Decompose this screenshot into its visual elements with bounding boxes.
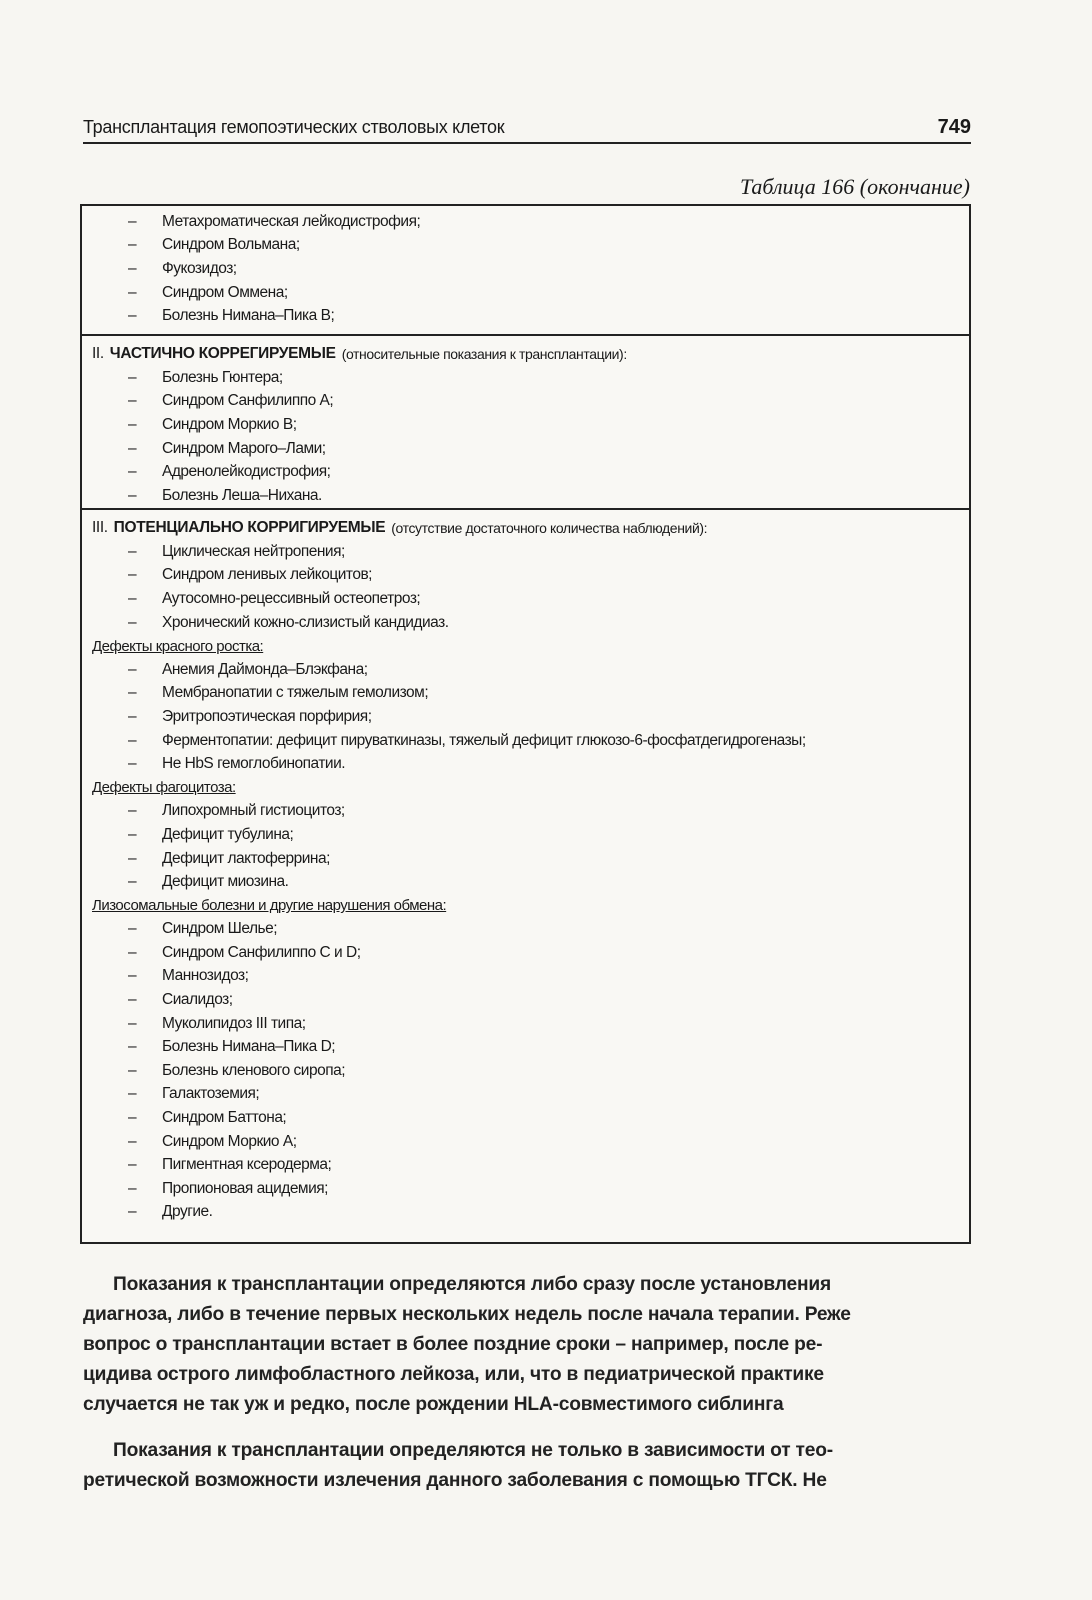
table-section-ii xyxy=(82,336,969,510)
section-title: ПОТЕНЦИАЛЬНО КОРРИГИРУЕМЫЕ xyxy=(113,519,386,536)
list-item-text: Синдром Моркио В; xyxy=(162,415,297,433)
indications-table xyxy=(80,204,971,1244)
list-item-text: Аутосомно-рецессивный остеопетроз; xyxy=(162,589,421,607)
list-item xyxy=(92,1083,969,1107)
list-item-text: Эритропоэтическая порфирия; xyxy=(162,707,372,725)
list-item-text: Сиалидоз; xyxy=(162,991,233,1009)
list-item xyxy=(92,281,969,305)
paragraph-line: ретической возможности излечения данного заболевания с помощью ТГСК. Не xyxy=(83,1470,827,1491)
list-dash: – xyxy=(127,1014,137,1032)
list-dash: – xyxy=(127,566,137,584)
table-section-iii xyxy=(82,510,969,1242)
list-dash: – xyxy=(127,542,137,560)
paragraph-line: вопрос о трансплантации встает в более поздние сроки – например, после ре- xyxy=(83,1334,823,1355)
list-dash: – xyxy=(127,283,137,301)
table-section-continued xyxy=(82,206,969,336)
list-item xyxy=(92,611,969,635)
list-item-text: Анемия Даймонда–Блэкфана; xyxy=(162,660,368,678)
list-dash: – xyxy=(127,236,137,254)
list-item-text: Муколипидоз III типа; xyxy=(162,1014,306,1032)
list-dash: – xyxy=(127,825,137,843)
list-item-text: Синдром Марого–Лами; xyxy=(162,439,326,457)
list-dash: – xyxy=(127,439,137,457)
list-item-text: Мембранопатии с тяжелым гемолизом; xyxy=(162,684,429,702)
list-dash: – xyxy=(127,415,137,433)
list-item xyxy=(92,988,969,1012)
list-item-text: Пигментная ксеродерма; xyxy=(162,1156,332,1174)
list-item xyxy=(92,941,969,965)
list-item-text: Синдром ленивых лейкоцитов; xyxy=(162,566,372,584)
paragraph-line: цидива острого лимфобластного лейкоза, или, что в педиатрической практике xyxy=(83,1364,824,1385)
list-dash: – xyxy=(127,991,137,1009)
list-dash: – xyxy=(127,1061,137,1079)
subgroup-title: Лизосомальные болезни и другие нарушения обмена: xyxy=(92,897,447,915)
list-item xyxy=(92,1059,969,1083)
list-item-text: Болезнь Леша–Нихана. xyxy=(162,486,322,504)
list-item-text: Дефицит миозина. xyxy=(162,873,289,891)
list-dash: – xyxy=(127,486,137,504)
list-item xyxy=(92,366,969,390)
list-item xyxy=(92,484,969,508)
list-item-text: Галактоземия; xyxy=(162,1085,260,1103)
list-item-text: Маннозидоз; xyxy=(162,967,249,985)
list-dash: – xyxy=(127,392,137,410)
list-item-text: Болезнь Нимана–Пика D; xyxy=(162,1038,336,1056)
list-dash: – xyxy=(127,755,137,773)
list-dash: – xyxy=(127,967,137,985)
list-dash: – xyxy=(127,731,137,749)
list-item xyxy=(92,540,969,564)
list-item-text: Дефицит лактоферрина; xyxy=(162,849,330,867)
list-item xyxy=(92,234,969,258)
list-dash: – xyxy=(127,1085,137,1103)
list-dash: – xyxy=(127,463,137,481)
list-dash: – xyxy=(127,1156,137,1174)
list-dash: – xyxy=(127,660,137,678)
list-item-text: Синдром Санфилиппо С и D; xyxy=(162,943,361,961)
section-heading xyxy=(92,516,969,540)
list-item xyxy=(92,564,969,588)
list-item xyxy=(92,587,969,611)
list-item xyxy=(92,1035,969,1059)
list-item xyxy=(92,1201,969,1225)
paragraph-line: Показания к трансплантации определяются либо сразу после установления xyxy=(113,1274,831,1295)
list-item-text: Болезнь Нимана–Пика В; xyxy=(162,307,335,325)
paragraph-line: Показания к трансплантации определяются не только в зависимости от тео- xyxy=(113,1440,833,1461)
list-item xyxy=(92,437,969,461)
list-item-text: Болезнь кленового сиропа; xyxy=(162,1061,346,1079)
body-paragraph-2 xyxy=(83,1436,971,1496)
list-item-text: Синдром Баттона; xyxy=(162,1109,287,1127)
list-item xyxy=(92,1012,969,1036)
list-item xyxy=(92,257,969,281)
list-item xyxy=(92,210,969,234)
list-item xyxy=(92,918,969,942)
list-item-text: Хронический кожно-слизистый кандидиаз. xyxy=(162,613,449,631)
list-item xyxy=(92,823,969,847)
list-item xyxy=(92,800,969,824)
list-dash: – xyxy=(127,802,137,820)
list-item-text: Пропионовая ацидемия; xyxy=(162,1179,328,1197)
section-heading xyxy=(92,342,969,366)
list-dash: – xyxy=(127,873,137,891)
list-dash: – xyxy=(127,943,137,961)
list-item-text: Синдром Моркио А; xyxy=(162,1132,297,1150)
page-number: 749 xyxy=(937,116,971,138)
list-item xyxy=(92,1177,969,1201)
list-item-text: Адренолейкодистрофия; xyxy=(162,463,331,481)
list-item-text: Другие. xyxy=(162,1203,213,1221)
list-item-text: Синдром Оммена; xyxy=(162,283,288,301)
list-item-text: Ферментопатии: дефицит пируваткиназы, тяжелый дефицит глюкозо-6-фосфатдегидрогеназы; xyxy=(162,731,806,749)
list-item xyxy=(92,413,969,437)
list-dash: – xyxy=(127,707,137,725)
table-caption: Таблица 166 (окончание) xyxy=(739,174,970,199)
list-item-text: Синдром Шелье; xyxy=(162,920,278,938)
list-item xyxy=(92,682,969,706)
list-item-text: Фукозидоз; xyxy=(162,259,237,277)
list-item-text: Метахроматическая лейкодистрофия; xyxy=(162,212,421,230)
list-dash: – xyxy=(127,1109,137,1127)
subgroup-title: Дефекты фагоцитоза: xyxy=(92,779,236,797)
running-header-title: Трансплантация гемопоэтических стволовых клеток xyxy=(83,117,505,137)
list-item-text: Синдром Санфилиппо А; xyxy=(162,392,334,410)
list-dash: – xyxy=(127,368,137,386)
list-dash: – xyxy=(127,307,137,325)
subgroup-title: Дефекты красного ростка: xyxy=(92,637,264,655)
list-dash: – xyxy=(127,1038,137,1056)
running-header xyxy=(83,112,971,144)
list-dash: – xyxy=(127,684,137,702)
list-dash: – xyxy=(127,589,137,607)
list-item-text: Дефицит тубулина; xyxy=(162,825,294,843)
list-item xyxy=(92,1130,969,1154)
list-dash: – xyxy=(127,613,137,631)
list-dash: – xyxy=(127,849,137,867)
list-item xyxy=(92,1106,969,1130)
list-item xyxy=(92,658,969,682)
paragraph-line: случается не так уж и редко, после рождении HLA-совместимого сиблинга xyxy=(83,1394,784,1415)
list-item xyxy=(92,304,969,328)
list-dash: – xyxy=(127,1203,137,1221)
paragraph-line: диагноза, либо в течение первых нескольких недель после начала терапии. Реже xyxy=(83,1304,851,1325)
section-title: ЧАСТИЧНО КОРРЕГИРУЕМЫЕ xyxy=(109,345,336,362)
list-item-text: Циклическая нейтропения; xyxy=(162,542,345,560)
list-item xyxy=(92,965,969,989)
list-item xyxy=(92,460,969,484)
section-number: III. xyxy=(92,519,108,536)
list-dash: – xyxy=(127,259,137,277)
body-paragraph-1 xyxy=(83,1270,971,1420)
list-item xyxy=(92,705,969,729)
section-note: (отсутствие достаточного количества наблюдений): xyxy=(391,520,708,536)
list-dash: – xyxy=(127,212,137,230)
list-item xyxy=(92,752,969,776)
list-item-text: Болезнь Гюнтера; xyxy=(162,368,283,386)
list-item-text: Синдром Вольмана; xyxy=(162,236,300,254)
list-item-text: Липохромный гистиоцитоз; xyxy=(162,802,345,820)
list-item xyxy=(92,870,969,894)
list-item-text: Не HbS гемоглобинопатии. xyxy=(162,755,346,773)
list-item xyxy=(92,1153,969,1177)
list-item xyxy=(92,390,969,414)
section-number: II. xyxy=(92,345,104,362)
list-dash: – xyxy=(127,1179,137,1197)
section-note: (относительные показания к трансплантации): xyxy=(341,346,627,362)
list-item xyxy=(92,729,969,753)
list-dash: – xyxy=(127,1132,137,1150)
list-item xyxy=(92,847,969,871)
list-dash: – xyxy=(127,920,137,938)
